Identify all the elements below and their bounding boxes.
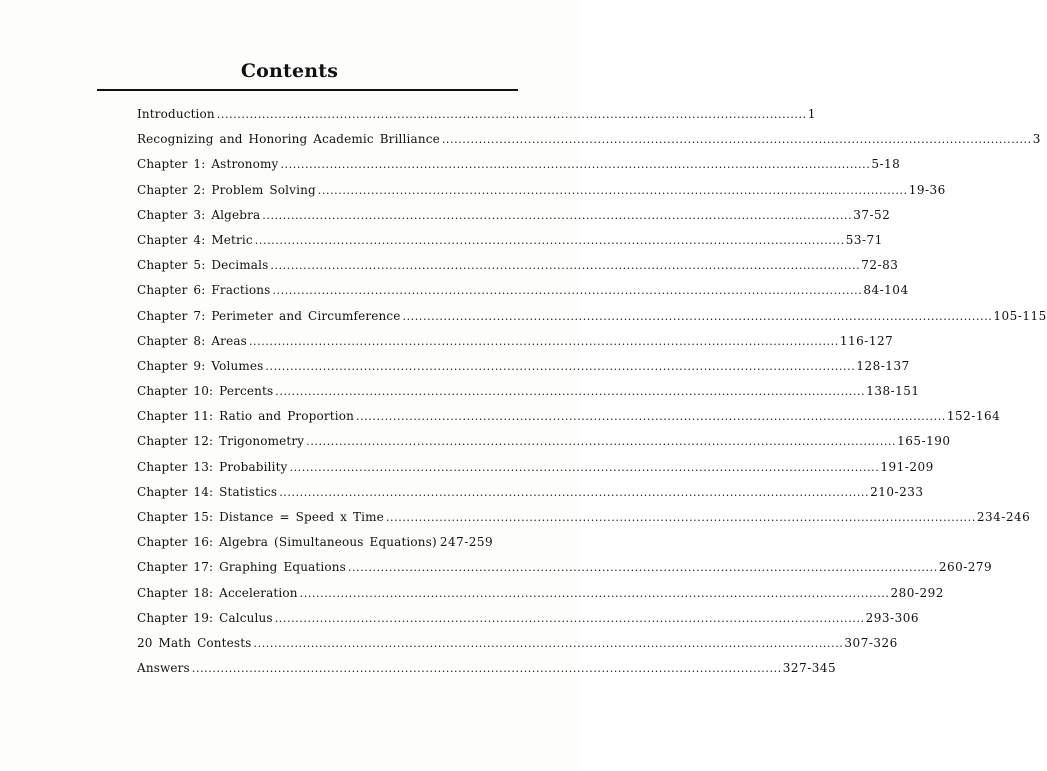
toc-entry <box>137 232 883 258</box>
table-of-contents <box>137 107 1047 686</box>
toc-entry-label: Chapter 11: Ratio and Proportion <box>137 409 354 424</box>
toc-entry <box>137 333 894 359</box>
toc-entry-pages: 293-306 <box>865 610 919 625</box>
dot-leader <box>289 461 879 474</box>
toc-entry-label: Chapter 2: Problem Solving <box>137 182 316 197</box>
dot-leader <box>192 662 782 675</box>
toc-entry-label: Answers <box>137 661 190 676</box>
toc-entry-pages: 327-345 <box>782 661 837 676</box>
toc-entry-pages: 152-164 <box>946 409 1001 424</box>
toc-entry-pages: 116-127 <box>839 333 894 348</box>
toc-entry-label: Chapter 19: Calculus <box>137 610 273 625</box>
title-underline <box>97 89 518 91</box>
toc-entry <box>137 283 909 308</box>
dot-leader <box>386 511 976 524</box>
toc-entry-pages: 234-246 <box>976 510 1031 524</box>
dot-leader <box>280 158 870 171</box>
toc-entry-label: Chapter 12: Trigonometry <box>137 434 305 449</box>
toc-entry-label: Chapter 14: Statistics <box>137 484 278 499</box>
toc-entry-pages: 3 <box>1032 132 1041 147</box>
toc-entry <box>137 560 993 585</box>
dot-leader <box>217 108 807 121</box>
toc-entry-pages: 138-151 <box>866 384 920 399</box>
dot-leader <box>262 209 852 222</box>
toc-entry <box>137 384 920 409</box>
dot-leader <box>272 284 862 297</box>
toc-entry <box>137 107 816 132</box>
toc-entry-label: Chapter 15: Distance = Speed x Time <box>137 510 384 524</box>
dot-leader <box>275 385 865 398</box>
toc-entry <box>137 182 946 208</box>
dot-leader <box>254 637 844 650</box>
toc-entry-pages: 210-233 <box>870 484 924 499</box>
toc-entry <box>137 434 951 459</box>
toc-entry <box>137 610 919 636</box>
toc-entry-pages: 84-104 <box>863 283 909 298</box>
dot-leader <box>279 486 869 499</box>
toc-entry <box>137 207 891 233</box>
toc-entry-pages: 165-190 <box>897 434 951 449</box>
toc-entry-label: Chapter 8: Areas <box>137 333 247 348</box>
toc-entry <box>137 635 898 661</box>
toc-entry-pages: 19-36 <box>908 182 946 197</box>
toc-entry-pages: 5-18 <box>871 157 901 172</box>
toc-entry <box>137 409 1001 434</box>
toc-entry-label: Recognizing and Honoring Academic Brilliance <box>137 132 440 147</box>
toc-entry-pages: 191-209 <box>880 459 934 474</box>
toc-entry <box>137 358 910 384</box>
toc-entry-pages: 1 <box>807 107 816 121</box>
toc-entry <box>137 484 924 510</box>
toc-entry-label: Chapter 10: Percents <box>137 384 274 399</box>
toc-entry-label: Chapter 18: Acceleration <box>137 585 298 600</box>
toc-entry-label: Introduction <box>137 107 215 121</box>
toc-entry-label: Chapter 7: Perimeter and Circumference <box>137 308 401 323</box>
toc-entry <box>137 459 934 485</box>
toc-entry-label: Chapter 17: Graphing Equations <box>137 560 346 575</box>
toc-entry-pages: 128-137 <box>856 358 910 373</box>
toc-entry-pages: 247-259 <box>439 535 494 550</box>
dot-leader <box>318 184 908 197</box>
dot-leader <box>402 310 992 323</box>
toc-entry <box>137 308 1047 334</box>
toc-entry-label: Chapter 5: Decimals <box>137 258 269 273</box>
page-title: Contents <box>240 60 339 82</box>
toc-entry-pages: 280-292 <box>890 585 944 600</box>
toc-entry-label: Chapter 6: Fractions <box>137 283 271 298</box>
toc-entry-pages: 105-115 <box>993 308 1047 323</box>
toc-entry <box>137 535 494 560</box>
toc-entry <box>137 510 1031 535</box>
dot-leader <box>306 435 896 448</box>
dot-leader <box>265 360 855 373</box>
toc-entry-label: Chapter 13: Probability <box>137 459 288 474</box>
toc-entry-label: Chapter 4: Metric <box>137 232 253 247</box>
dot-leader <box>270 259 860 272</box>
toc-entry-label: Chapter 9: Volumes <box>137 358 264 373</box>
toc-entry <box>137 157 901 182</box>
toc-entry <box>137 132 1041 157</box>
toc-entry <box>137 585 944 611</box>
toc-entry <box>137 661 837 686</box>
toc-entry-pages: 260-279 <box>938 560 993 575</box>
toc-entry-pages: 53-71 <box>845 232 883 247</box>
dot-leader <box>255 234 845 247</box>
toc-entry-pages: 307-326 <box>844 635 898 650</box>
dot-leader <box>249 335 839 348</box>
dot-leader <box>348 561 938 574</box>
dot-leader <box>275 612 865 625</box>
toc-entry-pages: 37-52 <box>853 207 891 222</box>
toc-entry-label: Chapter 3: Algebra <box>137 207 261 222</box>
toc-entry-label: Chapter 16: Algebra (Simultaneous Equations) <box>137 535 437 550</box>
toc-entry-pages: 72-83 <box>861 258 899 273</box>
toc-entry <box>137 258 899 283</box>
dot-leader <box>442 133 1032 146</box>
dot-leader <box>300 587 890 600</box>
toc-entry-label: Chapter 1: Astronomy <box>137 157 279 172</box>
dot-leader <box>356 410 946 423</box>
toc-entry-label: 20 Math Contests <box>137 635 252 650</box>
